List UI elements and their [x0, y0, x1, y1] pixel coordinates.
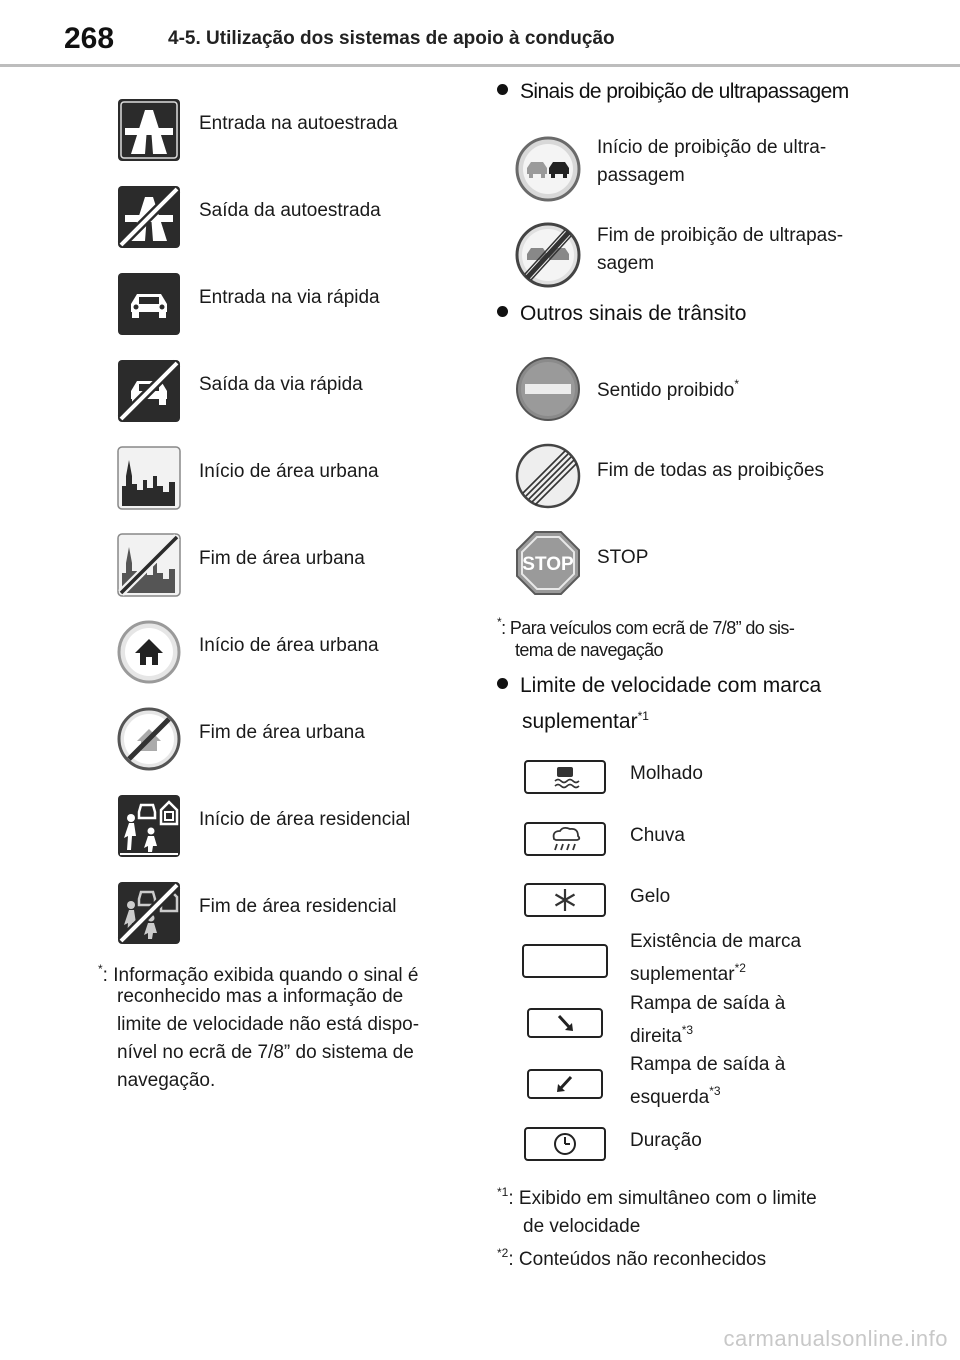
section-title: 4-5. Utilização dos sistemas de apoio à condução [168, 28, 615, 49]
sign-label: Fim de área urbana [199, 548, 365, 569]
speed-limit-heading [497, 671, 937, 737]
footnote-line: de velocidade [523, 1216, 641, 1237]
footnote-text: : Exibido em simultâneo com o limite [508, 1188, 817, 1209]
motorway-end-icon [117, 185, 181, 249]
supp-label: Duração [630, 1130, 702, 1151]
bullet-icon [497, 84, 508, 95]
no-overtaking-end-icon [515, 222, 581, 288]
watermark: carmanualsonline.info [723, 1326, 948, 1351]
sign-label: Fim de área residencial [199, 896, 397, 917]
heading-text: Sinais de proibição de ultrapassagem [520, 80, 849, 103]
label-line [630, 1017, 870, 1050]
label-text: Sentido proibido [597, 380, 735, 401]
label-text: STOP [597, 547, 649, 568]
urban-area-end-icon [117, 533, 181, 597]
sign-label: Fim de área urbana [199, 722, 365, 743]
speed-limit-footnote-1 [497, 1178, 937, 1241]
label-text: Fim de todas as proibições [597, 460, 825, 481]
speed-limit-footnote-2 [497, 1239, 937, 1274]
stop-sign-text: STOP [522, 554, 574, 575]
label-line: Rampa de saída à [630, 993, 786, 1014]
footnote-marker: *1 [497, 1185, 509, 1199]
residential-area-start-icon [117, 794, 181, 858]
duration-plate-icon [524, 1127, 606, 1161]
label-sup: * [734, 377, 739, 391]
label-line: Rampa de saída à [630, 1054, 786, 1075]
heading-text: Limite de velocidade com marca [520, 674, 822, 697]
page-header [0, 0, 960, 70]
wet-road-plate-icon [524, 760, 606, 794]
sign-label: Entrada na autoestrada [199, 113, 398, 134]
label-text: direita [630, 1026, 682, 1047]
no-overtaking-icon [515, 136, 581, 202]
footnote-marker: * [98, 962, 103, 976]
supp-label: Gelo [630, 886, 671, 907]
other-signs-heading [497, 299, 937, 329]
label-sup: *3 [709, 1084, 721, 1098]
residential-area-end-icon [117, 881, 181, 945]
label-line: Fim de proibição de ultrapas- [597, 225, 844, 246]
no-entry-icon [515, 356, 581, 422]
footnote-text: : Para veículos com ecrã de 7/8” do sis- [501, 618, 795, 638]
label-text: esquerda [630, 1087, 710, 1108]
heading-sup: *1 [637, 709, 649, 723]
label-line: Início de proibição de ultra- [597, 137, 827, 158]
footnote-line: limite de velocidade não está dispo- [117, 1014, 420, 1035]
blank-plate-icon [522, 944, 608, 978]
footnote-text: : Conteúdos não reconhecidos [508, 1249, 767, 1270]
sign-label [597, 134, 887, 190]
label-sup: *3 [681, 1023, 694, 1037]
heading-text: suplementar [522, 710, 638, 733]
footnote-marker: * [497, 615, 502, 629]
footnote-line [497, 1239, 937, 1274]
urban-area-round-start-icon [117, 620, 181, 684]
footnote-marker: *2 [497, 1246, 509, 1260]
exit-left-plate-icon [527, 1069, 603, 1099]
urban-area-start-icon [117, 446, 181, 510]
bullet-icon [497, 678, 508, 689]
heading-line [497, 671, 937, 701]
overtaking-heading [497, 77, 937, 107]
ice-plate-icon [524, 883, 606, 917]
label-line: Existência de marca [630, 931, 802, 952]
bullet-icon [497, 306, 508, 317]
footnote-line: tema de navegação [515, 640, 663, 660]
sign-label: Saída da via rápida [199, 374, 363, 395]
supp-label: Chuva [630, 825, 685, 846]
supp-label: Molhado [630, 763, 703, 784]
sign-label [597, 457, 887, 485]
sign-label: Entrada na via rápida [199, 287, 380, 308]
label-text: suplementar [630, 964, 735, 985]
heading-text: Outros sinais de trânsito [520, 302, 747, 325]
exit-right-plate-icon [527, 1008, 603, 1038]
label-line [630, 1078, 870, 1111]
sign-label [597, 370, 887, 405]
footnote-text: : Informação exibida quando o sinal é [102, 965, 419, 986]
footnote-line: reconhecido mas a informação de [117, 986, 404, 1007]
header-divider [0, 64, 960, 67]
label-line [630, 955, 870, 988]
heading-line [497, 701, 937, 737]
sign-label: Início de área residencial [199, 809, 411, 830]
supp-label [630, 990, 870, 1050]
motorway-start-icon [117, 98, 181, 162]
sign-label: Início de área urbana [199, 461, 379, 482]
label-line: sagem [597, 253, 655, 274]
end-of-all-restrictions-icon [515, 443, 581, 509]
expressway-start-icon [117, 272, 181, 336]
sign-label: Saída da autoestrada [199, 200, 381, 221]
label-line: passagem [597, 165, 685, 186]
stop-sign-icon [515, 530, 581, 596]
sign-label [597, 222, 887, 278]
label-sup: *2 [734, 961, 746, 975]
rain-plate-icon [524, 822, 606, 856]
footnote-line: navegação. [117, 1070, 216, 1091]
expressway-end-icon [117, 359, 181, 423]
footnote-line: nível no ecrã de 7/8” do sistema de [117, 1042, 414, 1063]
urban-area-round-end-icon [117, 707, 181, 771]
footnote-line [497, 1178, 937, 1213]
page-number: 268 [64, 22, 115, 55]
supp-label [630, 928, 870, 988]
sign-label: Início de área urbana [199, 635, 379, 656]
supp-label [630, 1051, 870, 1111]
sign-label [597, 544, 887, 572]
